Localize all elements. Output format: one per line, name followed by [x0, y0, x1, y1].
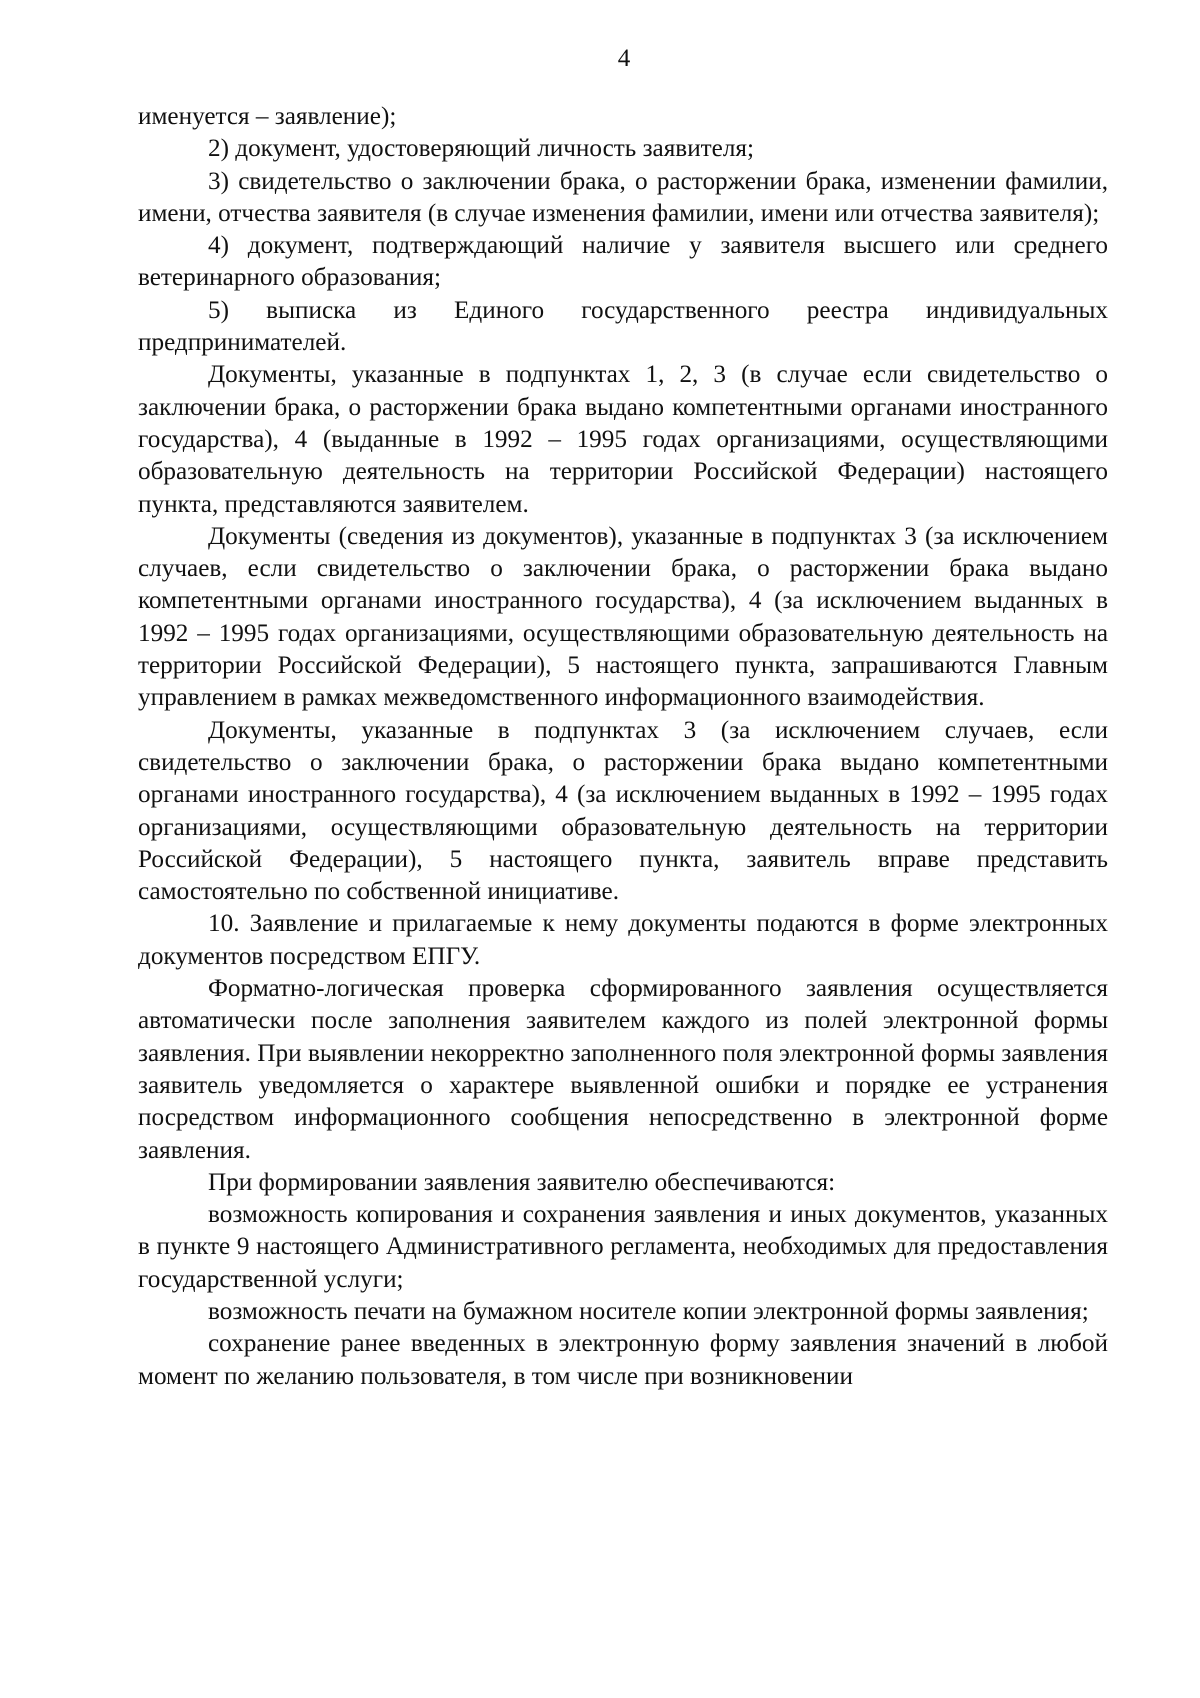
- document-body: [138, 101, 1108, 1393]
- paragraph-print: возможность печати на бумажном носителе копии электронной формы заявления;: [208, 1297, 1089, 1325]
- list-item-3: 3) свидетельство о заключении брака, о расторжении брака, изменении фамилии, имени, отчества заявителя (в случае изменения фамилии, имени или отчества заявителя);: [138, 167, 1108, 227]
- paragraph-documents-optional: Документы, указанные в подпунктах 3 (за исключением случаев, если свидетельство о заключении брака, о расторжении брака выдано компетентными органами иностранного государства), 4 (за исключением выданных в 1992 – 1995 годах организациями, осуществляющими образовательную деятельность на территории Российской Федерации), 5 настоящего пункта, заявитель вправе представить самостоятельно по собственной инициативе.: [138, 716, 1108, 906]
- paragraph-provided-features: При формировании заявления заявителю обеспечиваются:: [208, 1168, 836, 1196]
- paragraph-continuation: именуется – заявление);: [138, 103, 397, 130]
- list-item-5: 5) выписка из Единого государственного реестра индивидуальных предпринимателей.: [138, 296, 1108, 357]
- list-item-4: 4) документ, подтверждающий наличие у заявителя высшего или среднего ветеринарного образования;: [138, 232, 1108, 292]
- paragraph-copy-save: возможность копирования и сохранения заявления и иных документов, указанных в пункте 9 настоящего Административного регламента, необходимых для предоставления государственной услуги;: [138, 1201, 1108, 1293]
- paragraph-documents-requested: Документы (сведения из документов), указанные в подпунктах 3 (за исключением случаев, если свидетельство о заключении брака, о расторжении брака выдано компетентными органами иностранного государства), 4 (за исключением выданных в 1992 – 1995 годах организациями, осуществляющими образовательную деятельность на территории Российской Федерации), 5 настоящего пункта, запрашиваются Главным управлением в рамках межведомственного информационного взаимодействия.: [138, 522, 1108, 712]
- list-item-2: 2) документ, удостоверяющий личность заявителя;: [208, 135, 755, 163]
- paragraph-save-values: сохранение ранее введенных в электронную форму заявления значений в любой момент по желанию пользователя, в том числе при возникновении: [138, 1330, 1108, 1390]
- paragraph-format-check: Форматно-логическая проверка сформированного заявления осуществляется автоматически после заполнения заявителем каждого из полей электронной формы заявления. При выявлении некорректно заполненного поля электронной формы заявления заявитель уведомляется о характере выявленной ошибки и порядке ее устранения посредством информационного сообщения непосредственно в электронной форме заявления.: [138, 975, 1108, 1164]
- paragraph-item-10: 10. Заявление и прилагаемые к нему документы подаются в форме электронных документов посредством ЕПГУ.: [138, 910, 1108, 970]
- paragraph-documents-provided: Документы, указанные в подпунктах 1, 2, 3 (в случае если свидетельство о заключении брака, о расторжении брака выдано компетентными органами иностранного государства), 4 (выданные в 1992 – 1995 годах организациями, осуществляющими образовательную деятельность на территории Российской Федерации) настоящего пункта, представляются заявителем.: [138, 361, 1108, 518]
- page-number: 4: [617, 45, 631, 72]
